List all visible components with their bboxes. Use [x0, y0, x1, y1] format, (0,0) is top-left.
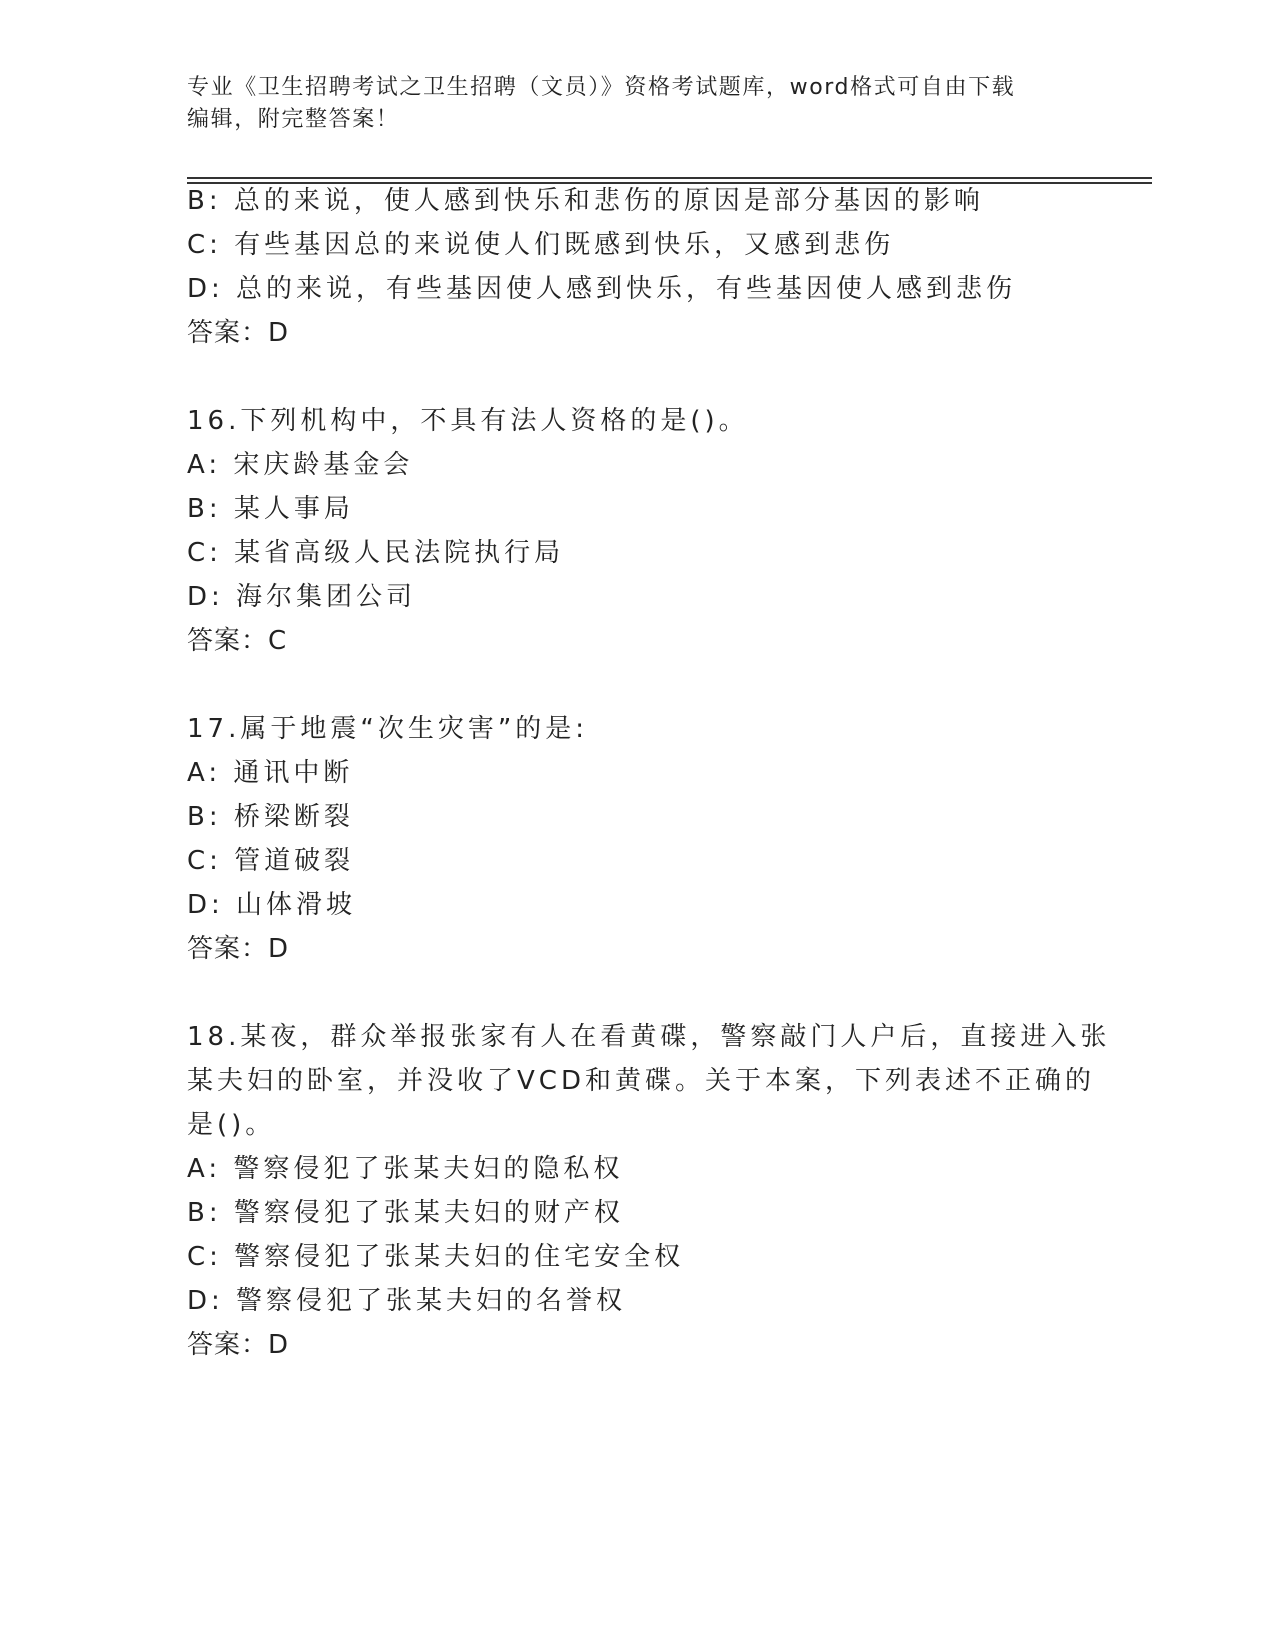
q15-answer: 答案：D	[187, 318, 290, 348]
q16-question: 16.下列机构中，不具有法人资格的是()。	[187, 406, 749, 436]
q16-option-d: D: 海尔集团公司	[187, 582, 417, 612]
q18-question-line-3: 是()。	[187, 1110, 276, 1140]
q18-option-d: D: 警察侵犯了张某夫妇的名誉权	[187, 1286, 627, 1316]
q18-option-b: B: 警察侵犯了张某夫妇的财产权	[187, 1198, 624, 1228]
q17-question: 17.属于地震“次生灾害”的是:	[187, 714, 589, 744]
q15-option-c: C: 有些基因总的来说使人们既感到快乐，又感到悲伤	[187, 230, 895, 260]
q15-option-b: B: 总的来说，使人感到快乐和悲伤的原因是部分基因的影响	[187, 186, 984, 216]
q18-answer: 答案：D	[187, 1330, 290, 1360]
document-header	[187, 72, 1067, 136]
q16-option-c: C: 某省高级人民法院执行局	[187, 538, 565, 568]
q15-option-d: D: 总的来说，有些基因使人感到快乐，有些基因使人感到悲伤	[187, 274, 1017, 304]
q17-option-b: B: 桥梁断裂	[187, 802, 354, 832]
q17-answer: 答案：D	[187, 934, 290, 964]
q18-question-line-1: 18.某夜，群众举报张家有人在看黄碟，警察敲门人户后，直接进入张	[187, 1022, 1111, 1052]
q17-option-c: C: 管道破裂	[187, 846, 355, 876]
q18-question-line-2: 某夫妇的卧室，并没收了VCD和黄碟。关于本案，下列表述不正确的	[187, 1066, 1095, 1096]
header-divider-top	[187, 177, 1152, 179]
q17-option-d: D: 山体滑坡	[187, 890, 357, 920]
q16-option-a: A: 宋庆龄基金会	[187, 450, 414, 480]
q16-option-b: B: 某人事局	[187, 494, 354, 524]
q18-option-a: A: 警察侵犯了张某夫妇的隐私权	[187, 1154, 624, 1184]
q16-answer: 答案：C	[187, 626, 288, 656]
header-line-2: 编辑，附完整答案！	[187, 107, 400, 132]
header-line-1: 专业《卫生招聘考试之卫生招聘（文员）》资格考试题库，word格式可自由下载	[187, 75, 1016, 100]
q17-option-a: A: 通讯中断	[187, 758, 354, 788]
q18-option-c: C: 警察侵犯了张某夫妇的住宅安全权	[187, 1242, 685, 1272]
